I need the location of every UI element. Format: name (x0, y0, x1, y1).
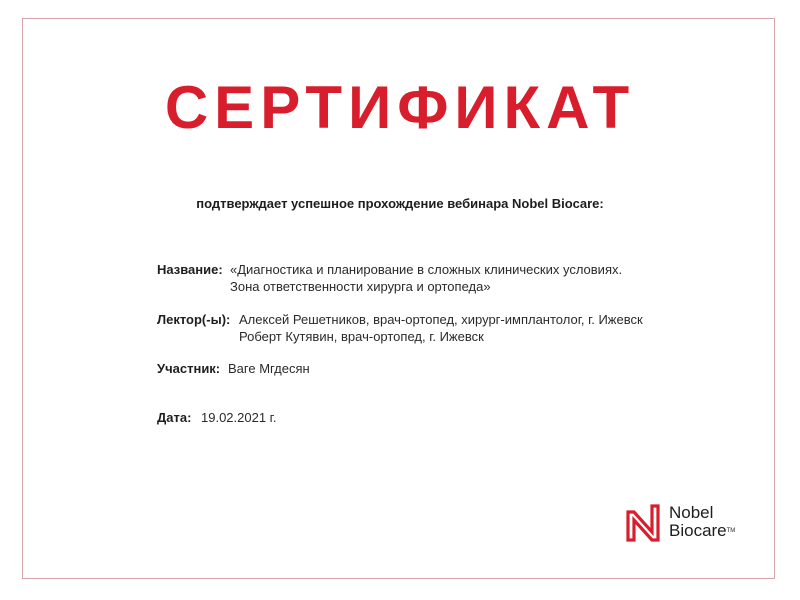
nobel-biocare-logo (624, 502, 735, 542)
lecturer-line-1: Алексей Решетников, врач-ортопед, хирург-имплантолог, г. Ижевск (239, 312, 643, 327)
nobel-biocare-n-icon (624, 502, 662, 542)
lecturer-value (239, 311, 643, 345)
trademark-mark: TM (726, 528, 736, 534)
participant-value: Ваге Мгдесян (228, 361, 310, 376)
webinar-name-label: Название: (157, 262, 223, 277)
date-row (157, 409, 277, 426)
date-label: Дата: (157, 410, 192, 425)
certificate-subtitle: подтверждает успешное прохождение вебинара Nobel Biocare: (196, 196, 604, 211)
participant-label: Участник: (157, 361, 221, 376)
lecturer-row (157, 311, 643, 344)
logo-line-2: Biocare™ (669, 521, 736, 540)
date-value: 19.02.2021 г. (201, 410, 277, 425)
webinar-name-value (230, 261, 622, 295)
logo-line-1: Nobel (669, 503, 714, 522)
lecturer-line-2: Роберт Кутявин, врач-ортопед, г. Ижевск (239, 329, 484, 344)
webinar-name-row (157, 261, 623, 294)
participant-row (157, 360, 310, 377)
lecturer-label: Лектор(-ы): (157, 312, 231, 327)
webinar-name-line-2: Зона ответственности хирурга и ортопеда» (230, 279, 491, 294)
certificate-title: СЕРТИФИКАТ (164, 74, 636, 141)
webinar-name-line-1: «Диагностика и планирование в сложных клинических условиях. (230, 262, 623, 277)
logo-wordmark (669, 504, 735, 540)
